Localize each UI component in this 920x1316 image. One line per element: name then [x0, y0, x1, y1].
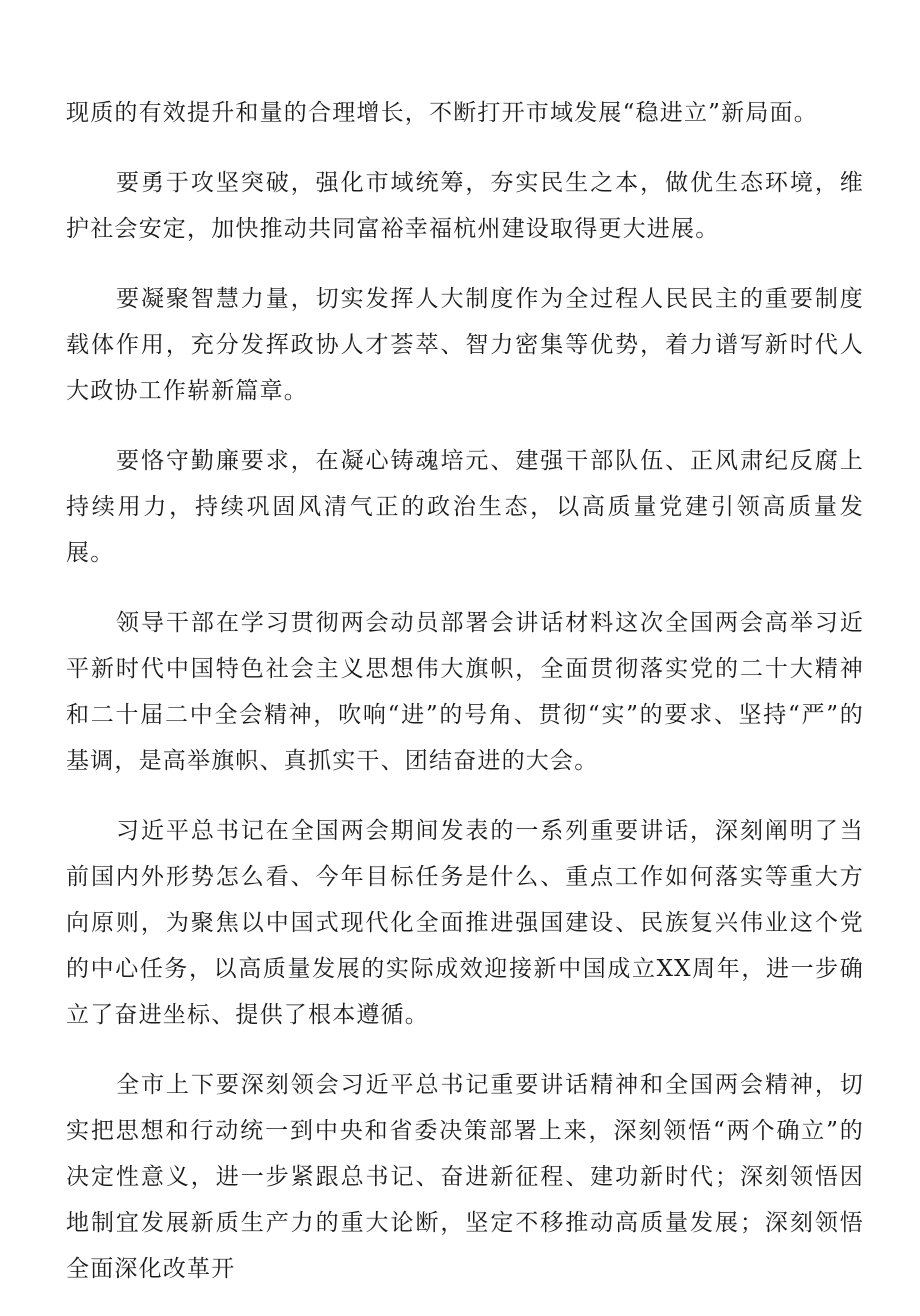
paragraph-2: 要勇于攻坚突破，强化市域统筹，夯实民生之本，做优生态环境，维护社会安定，加快推动共同富裕幸福杭州建设取得更大进展。 — [66, 170, 864, 242]
document-body — [66, 90, 864, 1316]
paragraph-1: 现质的有效提升和量的合理增长，不断打开市域发展“稳进立”新局面。 — [66, 100, 818, 126]
paragraph-7: 全市上下要深刻领会习近平总书记重要讲话精神和全国两会精神，切实把思想和行动统一到中央和省委决策部署上来，深刻领悟“两个确立”的决定性意义，进一步紧跟总书记、奋进新征程、建功新时代；深刻领悟因地制宜发展新质生产力的重大论断，坚定不移推动高质量发展；深刻领悟全面深化改革开 — [66, 1072, 864, 1282]
paragraph-6: 习近平总书记在全国两会期间发表的一系列重要讲话，深刻阐明了当前国内外形势怎么看、今年目标任务是什么、重点工作如何落实等重大方向原则，为聚焦以中国式现代化全面推进强国建设、民族复兴伟业这个党的中心任务，以高质量发展的实际成效迎接新中国成立XX周年，进一步确立了奋进坐标、提供了根本遵循。 — [66, 818, 864, 1028]
paragraph-3: 要凝聚智慧力量，切实发挥人大制度作为全过程人民民主的重要制度载体作用，充分发挥政协人才荟萃、智力密集等优势，着力谱写新时代人大政协工作崭新篇章。 — [66, 286, 864, 404]
paragraph-4: 要恪守勤廉要求，在凝心铸魂培元、建强干部队伍、正风肃纪反腐上持续用力，持续巩固风清气正的政治生态，以高质量党建引领高质量发展。 — [66, 448, 864, 566]
paragraph-5: 领导干部在学习贯彻两会动员部署会讲话材料这次全国两会高举习近平新时代中国特色社会主义思想伟大旗帜，全面贯彻落实党的二十大精神和二十届二中全会精神，吹响“进”的号角、贯彻“实”的要求、坚持“严”的基调，是高举旗帜、真抓实干、团结奋进的大会。 — [66, 610, 864, 774]
